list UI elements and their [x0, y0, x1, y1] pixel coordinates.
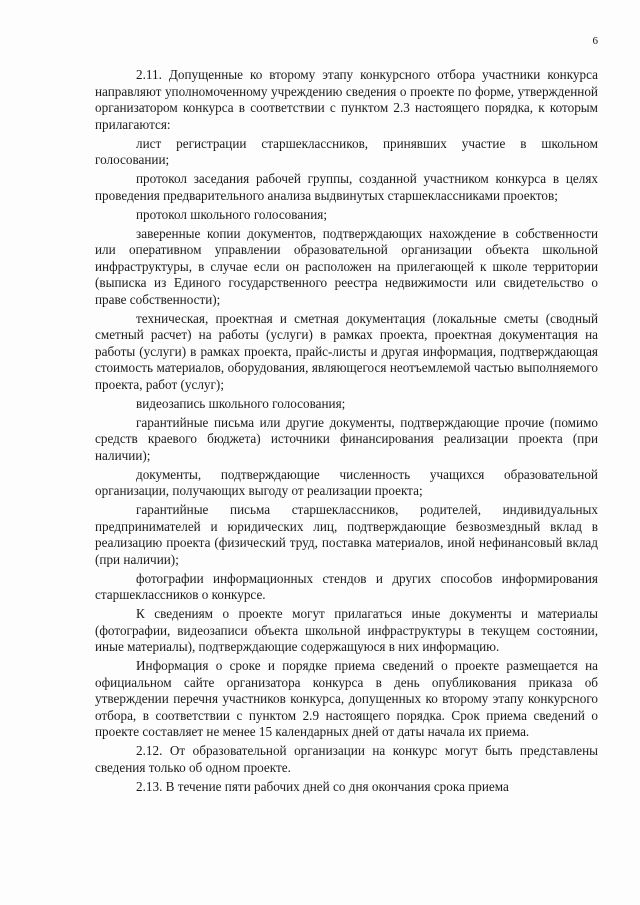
- list-item-contribution-guarantees: гарантийные письма старшеклассников, родителей, индивидуальных предпринимателей и юридических лиц, подтверждающие безвозмездный вклад в реализацию проекта (физический труд, поставка материалов, иной нефинансовый вклад (при наличии);: [95, 502, 598, 567]
- list-item-voting-video: видеозапись школьного голосования;: [136, 395, 346, 411]
- page-number: 6: [592, 35, 598, 47]
- paragraph-2-12: 2.12. От образовательной организации на конкурс могут быть представлены сведения только об одном проекте.: [95, 743, 598, 775]
- list-item-photos: фотографии информационных стендов и других способов информирования старшеклассников о конкурсе.: [95, 570, 598, 602]
- paragraph-2-11: 2.11. Допущенные ко второму этапу конкурсного отбора участники конкурса направляют уполномоченному учреждению сведения о проекте по форме, утвержденной организатором конкурса в соответствии с пунктом 2.3 настоящего порядка, к которым прилагаются:: [95, 67, 598, 132]
- list-item-working-group-protocol: протокол заседания рабочей группы, созданной участником конкурса в целях проведения предварительного анализа выдвинутых старшеклассниками проектов;: [95, 171, 598, 203]
- document-body: [95, 67, 598, 796]
- list-item-student-count-documents: документы, подтверждающие численность учащихся образовательной организации, получающих выгоду от реализации проекта;: [95, 466, 598, 498]
- list-item-registration-sheet: лист регистрации старшеклассников, принявших участие в школьном голосовании;: [95, 135, 598, 167]
- list-item-technical-documentation: техническая, проектная и сметная документация (локальные сметы (сводный сметный расчет) на работы (услуги) в рамках проекта, проектная документация на работы (услуги) в рамках проекта, прайс-листы и другая информация, подтверждающая стоимость материалов, оборудования, являющегося неотъемлемой частью выполняемого проекта, работ (услуг);: [95, 310, 598, 392]
- list-item-voting-protocol: протокол школьного голосования;: [136, 206, 328, 222]
- paragraph-additional-materials: К сведениям о проекте могут прилагаться иные документы и материалы (фотографии, видеозаписи объекта школьной инфраструктуры в текущем состоянии, иные материалы), подтверждающие содержащуюся в них информацию.: [95, 606, 598, 654]
- list-item-funding-guarantees: гарантийные письма или другие документы, подтверждающие прочие (помимо средств краевого бюджета) источники финансирования реализации проекта (при наличии);: [95, 414, 598, 463]
- paragraph-2-13: 2.13. В течение пяти рабочих дней со дня окончания срока приема: [136, 778, 509, 794]
- list-item-ownership-documents: заверенные копии документов, подтверждающих нахождение в собственности или оперативном управлении образовательной организации объекта школьной инфраструктуры, в случае если он расположен на прилегающей к школе территории (выписка из Единого государственного реестра недвижимости или свидетельство о праве собственности);: [95, 225, 598, 307]
- paragraph-submission-info: Информация о сроке и порядке приема сведений о проекте размещается на официальном сайте организатора конкурса в день опубликования приказа об утверждении перечня участников конкурса, допущенных ко второму этапу конкурсного отбора, в соответствии с пунктом 2.9 настоящего порядка. Срок приема сведений о проекте составляет не менее 15 календарных дней от даты начала их приема.: [95, 658, 598, 739]
